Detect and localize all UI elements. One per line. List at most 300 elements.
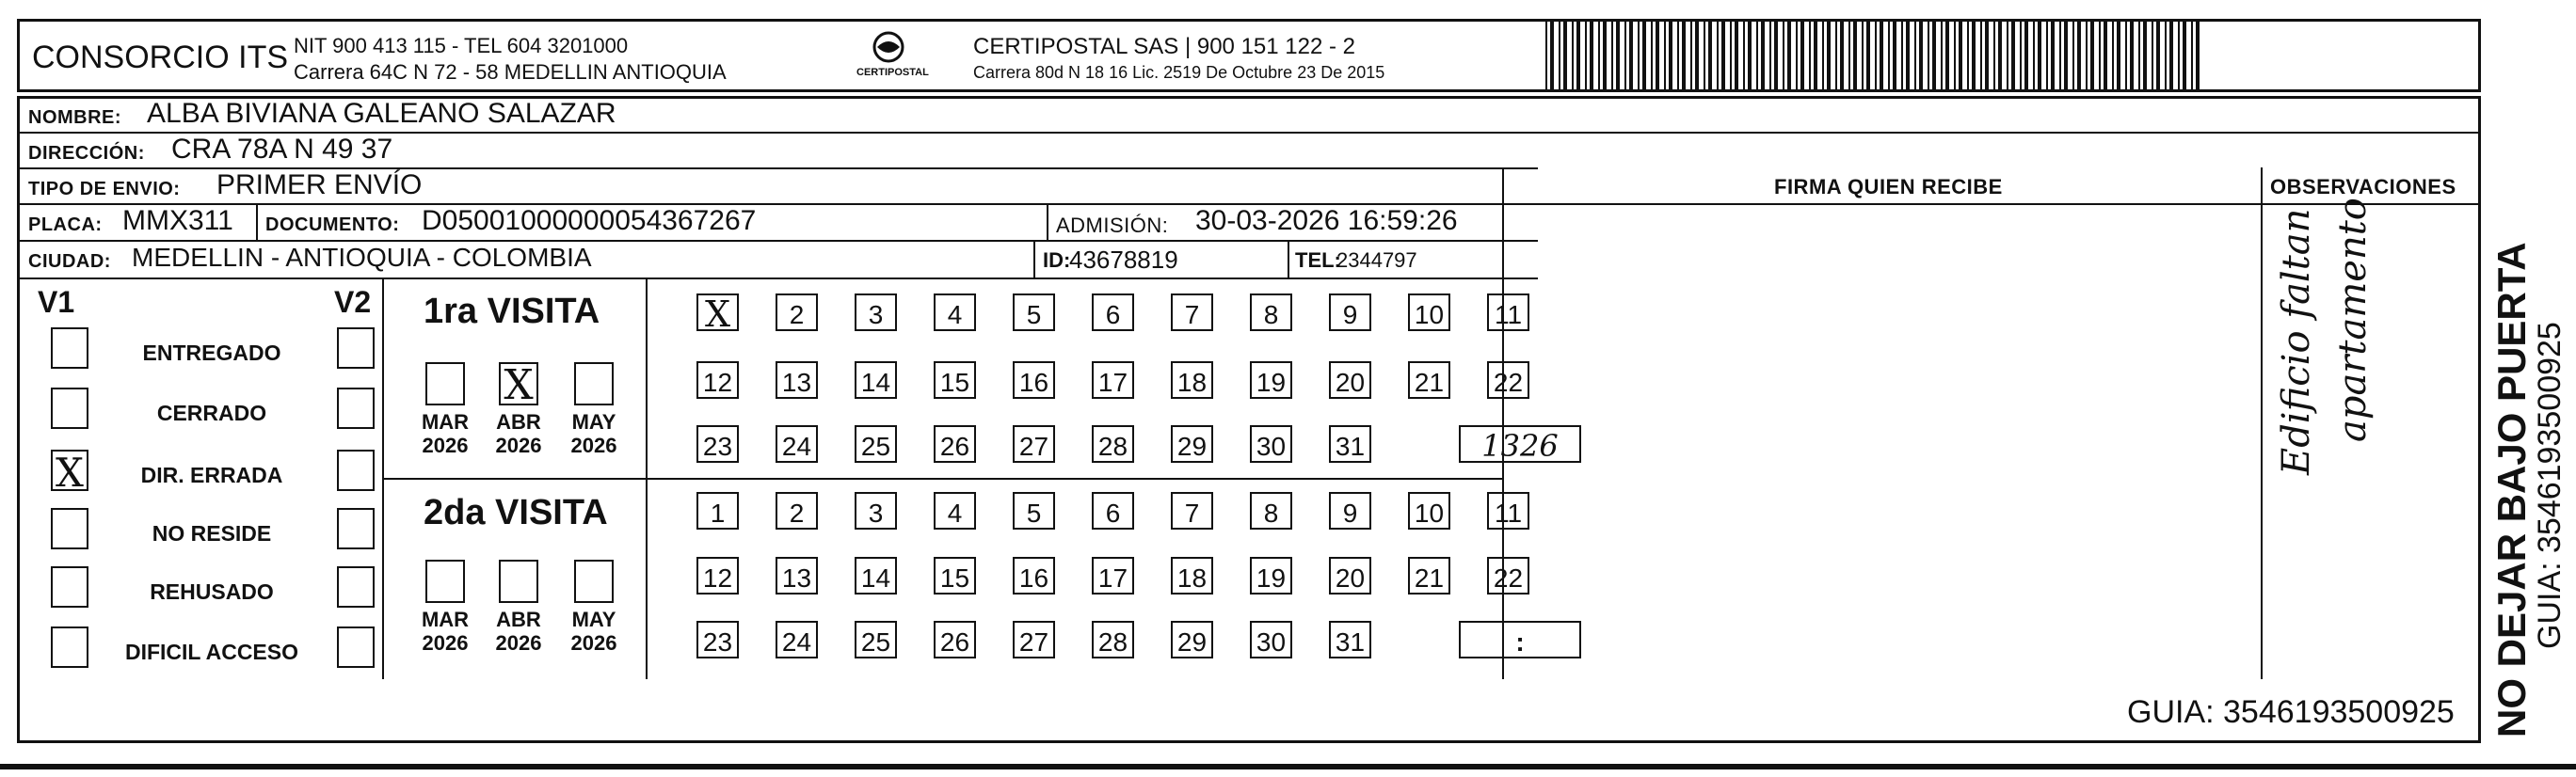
day-number: 24	[781, 627, 812, 657]
day-number: 29	[1176, 627, 1208, 657]
visita2-day-box[interactable]	[1092, 557, 1134, 595]
day-number: 19	[1256, 563, 1287, 593]
day-number: 23	[702, 432, 733, 461]
day-number: 27	[1018, 432, 1049, 461]
barcode-bar	[1611, 19, 1613, 90]
day-number: 30	[1256, 432, 1287, 461]
barcode-bar	[1941, 19, 1943, 90]
tel-label: TEL:	[1295, 248, 1341, 272]
documento-value: D05001000000054367267	[422, 205, 757, 236]
barcode-bar	[1901, 19, 1903, 90]
barcode-bar	[1624, 19, 1626, 90]
day-number: 25	[860, 627, 891, 657]
barcode-bar	[1954, 19, 1956, 90]
direccion-value: CRA 78A N 49 37	[171, 134, 393, 165]
visita2-time-box[interactable]	[1459, 621, 1581, 658]
day-number: 16	[1018, 563, 1049, 593]
cell-divider	[1288, 240, 1289, 278]
barcode-bar	[1787, 19, 1791, 90]
barcode-bar	[2183, 19, 2186, 90]
month-year: 2026	[422, 631, 469, 656]
day-number: 4	[947, 300, 963, 329]
barcode-bar	[1756, 19, 1758, 90]
visita1-day-box[interactable]	[1092, 361, 1134, 399]
barcode-bar	[1880, 19, 1883, 90]
barcode-bar	[1748, 19, 1752, 90]
barcode-bar	[2152, 19, 2153, 90]
v1-checkbox[interactable]	[51, 388, 88, 429]
day-number: 27	[1018, 627, 1049, 657]
visita2-title: 2da VISITA	[424, 493, 608, 532]
visita1-day-box[interactable]	[1408, 361, 1450, 399]
visita1-day-box[interactable]	[1487, 361, 1529, 399]
day-number: 3	[868, 499, 884, 528]
barcode-bar	[1642, 19, 1646, 90]
firma-label: FIRMA QUIEN RECIBE	[1774, 175, 2003, 198]
barcode-bar	[2007, 19, 2008, 90]
day-number: 22	[1493, 563, 1524, 593]
visita1-day-box[interactable]	[1171, 361, 1213, 399]
barcode-bar	[1761, 19, 1765, 90]
barcode-bar	[1835, 19, 1837, 90]
day-number: 13	[781, 563, 812, 593]
visita1-day-box[interactable]	[855, 293, 897, 331]
barcode	[1544, 19, 2208, 90]
documento-label: DOCUMENTO:	[265, 214, 400, 235]
day-number: 4	[947, 499, 963, 528]
barcode-bar	[1980, 19, 1982, 90]
day-number: 14	[860, 368, 891, 397]
barcode-bar	[1664, 19, 1666, 90]
visita1-day-box[interactable]	[696, 425, 739, 463]
placa-value: MMX311	[122, 205, 233, 236]
visita2-day-box[interactable]	[934, 492, 976, 530]
visita2-day-box[interactable]	[1329, 492, 1371, 530]
visita2-day-box[interactable]	[696, 557, 739, 595]
barcode-bar	[1993, 19, 1995, 90]
barcode-bar	[1796, 19, 1798, 90]
visita2-day-box[interactable]	[1092, 621, 1134, 658]
day-number: 16	[1018, 368, 1049, 397]
visita1-day-box[interactable]	[1013, 293, 1055, 331]
visita-row-divider	[382, 478, 1502, 480]
visita1-day-box[interactable]	[776, 361, 818, 399]
barcode-bar	[1919, 19, 1923, 90]
visita1-day-box[interactable]	[776, 425, 818, 463]
barcode-bar	[2086, 19, 2088, 90]
visita2-month-label	[412, 608, 478, 656]
barcode-bar	[2112, 19, 2114, 90]
visita2-day-box[interactable]	[1013, 492, 1055, 530]
barcode-bar	[1550, 19, 1554, 90]
barcode-bar	[1827, 19, 1831, 90]
v1-label: V1	[38, 285, 75, 319]
ciudad-value: MEDELLIN - ANTIOQUIA - COLOMBIA	[132, 243, 592, 272]
no-dejar-text: NO DEJAR BAJO PUERTA	[2489, 242, 2534, 737]
barcode-bar	[1704, 19, 1705, 90]
v1-checkbox[interactable]	[51, 450, 88, 496]
day-number: 29	[1176, 432, 1208, 461]
visita2-day-box[interactable]	[1329, 557, 1371, 595]
barcode-bar	[1735, 19, 1738, 90]
cut-line	[0, 764, 2576, 769]
barcode-bar	[2143, 19, 2147, 90]
month-year: 2026	[570, 631, 617, 656]
barcode-bar	[2196, 19, 2200, 90]
visita2-day-box[interactable]	[1250, 492, 1292, 530]
barcode-bar	[1682, 19, 1686, 90]
barcode-bar	[1590, 19, 1593, 90]
barcode-bar	[1603, 19, 1607, 90]
visita2-day-box[interactable]	[1487, 492, 1529, 530]
visita1-day-box[interactable]	[1250, 425, 1292, 463]
barcode-bar	[2169, 19, 2173, 90]
visita1-day-box[interactable]	[855, 425, 897, 463]
day-number: 19	[1256, 368, 1287, 397]
day-number: 15	[939, 368, 970, 397]
month-name: MAR	[421, 410, 470, 434]
visita1-day-box[interactable]	[1250, 293, 1292, 331]
barcode-bar	[2033, 19, 2035, 90]
visita1-day-box[interactable]	[1329, 425, 1371, 463]
v2-checkbox[interactable]	[337, 626, 375, 668]
visita1-day-box[interactable]	[1408, 293, 1450, 331]
visita2-day-box[interactable]	[1171, 557, 1213, 595]
visita1-day-box[interactable]	[696, 361, 739, 399]
day-number: 5	[1026, 499, 1042, 528]
day-number: 17	[1097, 368, 1128, 397]
company-info-2: Carrera 64C N 72 - 58 MEDELLIN ANTIOQUIA	[294, 60, 727, 84]
barcode-bar	[2104, 19, 2107, 90]
barcode-bar	[1866, 19, 1870, 90]
barcode-bar	[1708, 19, 1712, 90]
barcode-bar	[1545, 19, 1547, 90]
v1-checkbox[interactable]	[51, 508, 88, 549]
obs-divider	[2261, 167, 2263, 679]
day-number: 23	[702, 627, 733, 657]
barcode-bar	[2038, 19, 2041, 90]
visita1-day-box[interactable]	[934, 361, 976, 399]
barcode-bar	[2024, 19, 2028, 90]
day-number: 12	[702, 563, 733, 593]
day-number: 24	[781, 432, 812, 461]
month-year: 2026	[495, 631, 542, 656]
barcode-bar	[1985, 19, 1989, 90]
footer-bottom	[17, 679, 2481, 743]
visita1-month-box[interactable]	[425, 362, 465, 405]
visita1-month-box[interactable]	[499, 361, 538, 409]
v2-checkbox[interactable]	[337, 388, 375, 429]
courier-address: Carrera 80d N 18 16 Lic. 2519 De Octubre 23 De 2015	[973, 63, 1385, 82]
month-year: 2026	[495, 434, 542, 458]
barcode-bar	[2125, 19, 2127, 90]
v2-checkbox[interactable]	[337, 327, 375, 369]
barcode-bar	[2020, 19, 2022, 90]
visita1-day-box[interactable]	[1171, 425, 1213, 463]
month-name: MAY	[571, 608, 616, 631]
barcode-bar	[1721, 19, 1725, 90]
courier-logo	[851, 28, 929, 85]
id-value: 43678819	[1069, 246, 1178, 274]
visita2-day-box[interactable]	[934, 557, 976, 595]
v1-checkbox[interactable]	[51, 626, 88, 668]
status-label: NO RESIDE	[152, 521, 272, 546]
day-number: 11	[1494, 300, 1523, 329]
visita1-day-box[interactable]	[1329, 293, 1371, 331]
barcode-bar	[1695, 19, 1699, 90]
barcode-bar	[2178, 19, 2180, 90]
visita2-month-label	[486, 608, 552, 656]
day-number: 30	[1256, 627, 1287, 657]
day-number: 2	[789, 499, 805, 528]
barcode-bar	[1559, 19, 1560, 90]
placa-label: PLACA:	[28, 214, 103, 235]
visita1-day-box[interactable]	[934, 425, 976, 463]
month-name: ABR	[496, 608, 541, 631]
time-value: 1326	[1481, 428, 1559, 464]
visita2-day-box[interactable]	[1487, 557, 1529, 595]
barcode-bar	[2099, 19, 2101, 90]
month-mark: X	[504, 361, 534, 409]
visita1-month-label	[561, 410, 627, 458]
day-number: 31	[1335, 432, 1366, 461]
barcode-bar	[1656, 19, 1659, 90]
day-number: 1	[710, 499, 726, 528]
visita1-time-box[interactable]	[1459, 425, 1581, 463]
visita1-day-box[interactable]	[934, 293, 976, 331]
visita2-day-box[interactable]	[1171, 492, 1213, 530]
month-name: MAY	[571, 410, 616, 434]
barcode-bar	[1717, 19, 1719, 90]
visita1-day-box[interactable]	[855, 361, 897, 399]
day-number: 9	[1342, 300, 1358, 329]
visita2-day-box[interactable]	[776, 621, 818, 658]
ciudad-label: CIUDAD:	[28, 251, 111, 272]
visita2-day-box[interactable]	[1250, 621, 1292, 658]
barcode-bar	[1616, 19, 1620, 90]
visita1-day-box[interactable]	[1092, 425, 1134, 463]
company-name: CONSORCIO ITS	[32, 40, 289, 75]
v2-checkbox[interactable]	[337, 566, 375, 608]
company-info-1: NIT 900 413 115 - TEL 604 3201000	[294, 34, 629, 57]
day-number: 6	[1105, 300, 1121, 329]
day-number: 21	[1414, 368, 1445, 397]
status-label: REHUSADO	[150, 579, 274, 604]
barcode-bar	[1998, 19, 2002, 90]
barcode-bar	[1928, 19, 1929, 90]
courier-logo-text: CERTIPOSTAL	[856, 67, 929, 78]
barcode-bar	[1814, 19, 1817, 90]
row-divider	[17, 278, 1538, 279]
visita2-month-label	[561, 608, 627, 656]
barcode-bar	[2165, 19, 2167, 90]
visita1-day-box[interactable]	[1329, 361, 1371, 399]
barcode-bar	[1576, 19, 1580, 90]
cell-divider	[256, 203, 258, 240]
direccion-label: DIRECCIÓN:	[28, 143, 145, 164]
barcode-bar	[2051, 19, 2055, 90]
month-name: ABR	[496, 410, 541, 434]
barcode-bar	[1690, 19, 1692, 90]
v2-checkbox[interactable]	[337, 508, 375, 549]
tel-value: 2344797	[1336, 248, 1417, 272]
tipo-envio-label: TIPO DE ENVIO:	[28, 179, 181, 199]
courier-name: CERTIPOSTAL SAS | 900 151 122 - 2	[973, 34, 1355, 59]
visita2-day-box[interactable]	[1013, 621, 1055, 658]
day-number: 20	[1335, 368, 1366, 397]
day-number: 26	[939, 432, 970, 461]
barcode-bar	[1598, 19, 1600, 90]
tipo-envio-value: PRIMER ENVÍO	[216, 169, 423, 200]
day-number: 3	[868, 300, 884, 329]
day-number: 8	[1263, 300, 1279, 329]
day-number: 2	[789, 300, 805, 329]
barcode-bar	[1914, 19, 1916, 90]
day-number: 22	[1493, 368, 1524, 397]
day-number: 17	[1097, 563, 1128, 593]
barcode-bar	[2077, 19, 2081, 90]
status-label: DIR. ERRADA	[140, 463, 283, 487]
visita1-month-box[interactable]	[574, 362, 614, 405]
barcode-bar	[1669, 19, 1672, 90]
barcode-bar	[2130, 19, 2134, 90]
barcode-bar	[2064, 19, 2068, 90]
barcode-bar	[2046, 19, 2048, 90]
barcode-bar	[2138, 19, 2140, 90]
visita2-day-box[interactable]	[1092, 492, 1134, 530]
visita2-day-box[interactable]	[1329, 621, 1371, 658]
side-guia-text: GUIA: 3546193500925	[2532, 322, 2568, 649]
checkbox-mark: X	[56, 450, 84, 496]
visita1-title: 1ra VISITA	[424, 292, 600, 331]
day-number: 21	[1414, 563, 1445, 593]
visita2-day-box[interactable]	[1250, 557, 1292, 595]
barcode-bar	[2059, 19, 2061, 90]
barcode-bar	[1848, 19, 1850, 90]
day-number: 7	[1184, 499, 1200, 528]
cell-divider	[1033, 240, 1035, 278]
visita1-day-box[interactable]	[696, 293, 739, 335]
visita1-day-box[interactable]	[1013, 361, 1055, 399]
barcode-bar	[2191, 19, 2193, 90]
v2-label: V2	[334, 285, 372, 319]
barcode-bar	[2011, 19, 2015, 90]
barcode-bar	[1629, 19, 1633, 90]
visita2-day-box[interactable]	[1013, 557, 1055, 595]
firma-divider	[1502, 167, 1504, 679]
barcode-bar	[1875, 19, 1877, 90]
visita2-day-box[interactable]	[776, 557, 818, 595]
barcode-bar	[1800, 19, 1804, 90]
footer-guia: GUIA: 3546193500925	[2127, 694, 2455, 730]
observaciones-label: OBSERVACIONES	[2270, 175, 2456, 198]
visita1-month-label	[412, 410, 478, 458]
barcode-bar	[1822, 19, 1824, 90]
visita2-day-box[interactable]	[696, 492, 739, 530]
nombre-value: ALBA BIVIANA GALEANO SALAZAR	[147, 98, 616, 129]
visita2-day-box[interactable]	[855, 492, 897, 530]
observaciones-handwritten-2: apartamento	[2331, 198, 2375, 442]
observaciones-handwritten-1: Edificio faltan	[2275, 208, 2318, 475]
barcode-bar	[1774, 19, 1778, 90]
visita2-day-box[interactable]	[776, 492, 818, 530]
barcode-bar	[1651, 19, 1653, 90]
barcode-bar	[1563, 19, 1567, 90]
day-number: 6	[1105, 499, 1121, 528]
visita1-day-box[interactable]	[1250, 361, 1292, 399]
barcode-bar	[1932, 19, 1936, 90]
visita2-day-box[interactable]	[855, 621, 897, 658]
barcode-bar	[1769, 19, 1771, 90]
visita2-day-box[interactable]	[1408, 557, 1450, 595]
visita2-day-box[interactable]	[855, 557, 897, 595]
month-year: 2026	[570, 434, 617, 458]
visita2-day-box[interactable]	[1408, 492, 1450, 530]
visita1-day-box[interactable]	[1092, 293, 1134, 331]
visita2-month-box[interactable]	[425, 560, 465, 603]
visita2-month-box[interactable]	[574, 560, 614, 603]
visita1-month-label	[486, 410, 552, 458]
day-number: 7	[1184, 300, 1200, 329]
barcode-bar	[1967, 19, 1969, 90]
day-number: 18	[1176, 368, 1208, 397]
visita1-day-box[interactable]	[1487, 293, 1529, 331]
visita2-day-box[interactable]	[1171, 621, 1213, 658]
day-number: 28	[1097, 432, 1128, 461]
day-number: 26	[939, 627, 970, 657]
barcode-bar	[1743, 19, 1745, 90]
admision-label: ADMISIÓN:	[1056, 214, 1169, 237]
barcode-bar	[1840, 19, 1844, 90]
status-label: ENTREGADO	[142, 341, 281, 365]
barcode-bar	[1972, 19, 1976, 90]
id-label: ID:	[1043, 248, 1071, 272]
visita1-day-box[interactable]	[1013, 425, 1055, 463]
day-number: 25	[860, 432, 891, 461]
v2-checkbox[interactable]	[337, 450, 375, 491]
day-number: 9	[1342, 499, 1358, 528]
barcode-bar	[1677, 19, 1679, 90]
barcode-bar	[1888, 19, 1890, 90]
barcode-bar	[1862, 19, 1864, 90]
row-divider	[17, 240, 1538, 242]
visita2-day-box[interactable]	[696, 621, 739, 658]
barcode-bar	[1730, 19, 1732, 90]
admision-value: 30-03-2026 16:59:26	[1195, 205, 1458, 236]
v1-checkbox[interactable]	[51, 566, 88, 608]
visita1-day-box[interactable]	[1171, 293, 1213, 331]
barcode-bar	[2072, 19, 2074, 90]
visita1-day-box[interactable]	[776, 293, 818, 331]
visita2-month-box[interactable]	[499, 560, 538, 603]
barcode-bar	[1906, 19, 1910, 90]
status-label: DIFICIL ACCESO	[124, 640, 298, 664]
barcode-bar	[1853, 19, 1857, 90]
day-number: 31	[1335, 627, 1366, 657]
barcode-bar	[2156, 19, 2160, 90]
day-number: 15	[939, 563, 970, 593]
barcode-bar	[1893, 19, 1896, 90]
v1-checkbox[interactable]	[51, 327, 88, 369]
day-number: 18	[1176, 563, 1208, 593]
visita2-day-box[interactable]	[934, 621, 976, 658]
day-number: 11	[1494, 499, 1523, 528]
barcode-bar	[1809, 19, 1811, 90]
day-number: 5	[1026, 300, 1042, 329]
day-number: 12	[702, 368, 733, 397]
barcode-bar	[1572, 19, 1574, 90]
day-number: 28	[1097, 627, 1128, 657]
